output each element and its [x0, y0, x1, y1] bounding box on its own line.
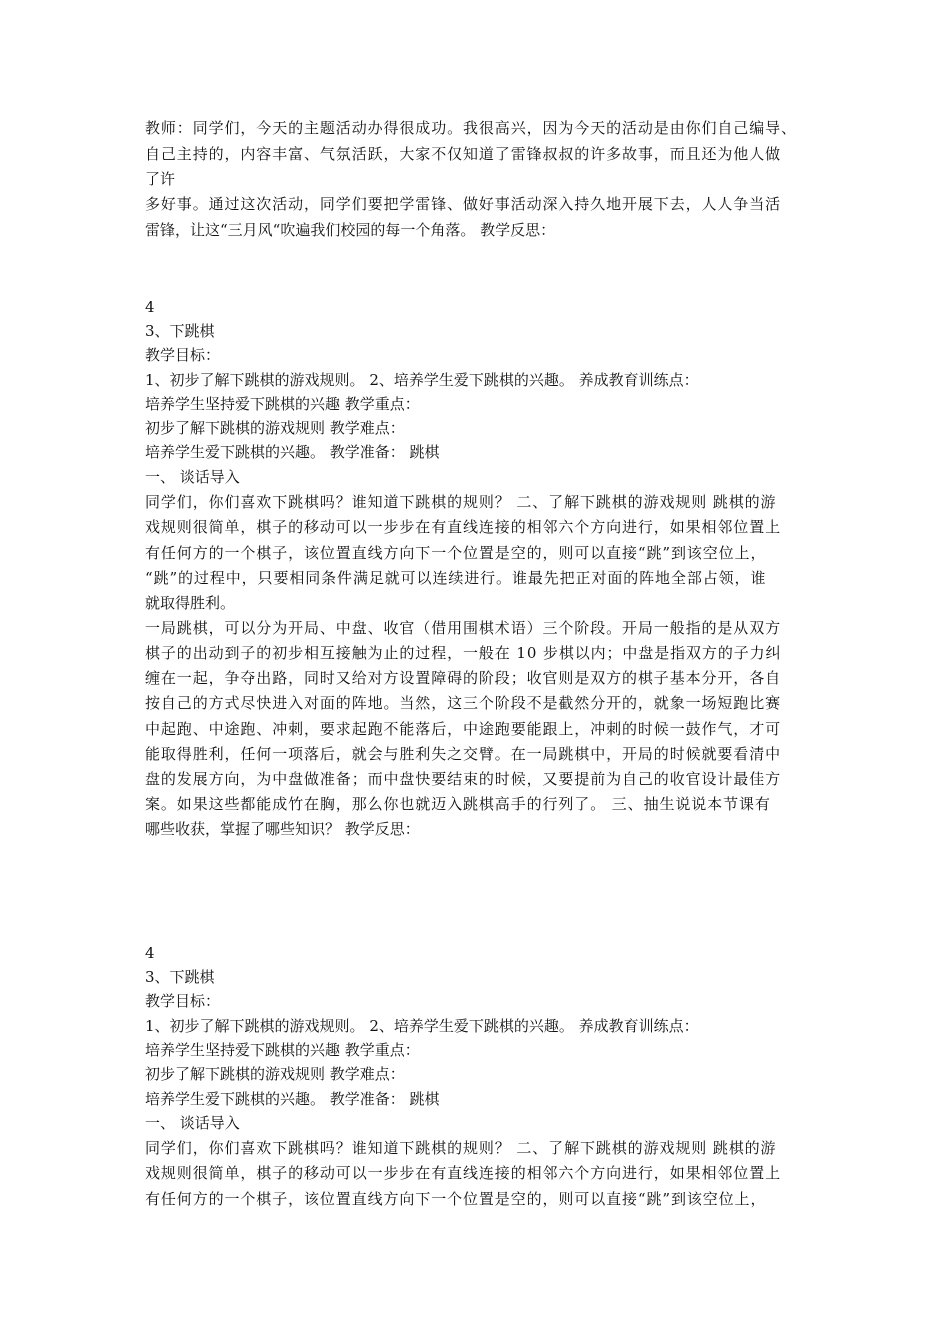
text-line: 中起跑、中途跑、冲刺，要求起跑不能落后，中途跑要能跟上，冲刺的时候一鼓作气，才可	[145, 720, 782, 738]
text-line: 案。如果这些都能成竹在胸，那么你也就迈入跳棋高手的行列了。 三、抽生说说本节课有	[145, 795, 771, 813]
text-line: 教师：同学们，今天的主题活动办得很成功。我很高兴，因为今天的活动是由你们自己编导、	[145, 119, 797, 137]
page-number: 4	[145, 298, 155, 316]
text-line: 缠在一起，争夺出路，同时又给对方设置障碍的阶段；收官则是双方的棋子基本分开，各自	[145, 669, 782, 687]
text-line: 了许	[145, 170, 176, 188]
text-line: 哪些收获，掌握了哪些知识？ 教学反思：	[145, 820, 420, 838]
text-line: “跳”的过程中，只要相同条件满足就可以连续进行。谁最先把正对面的阵地全部占领，谁	[145, 569, 767, 587]
text-line: 同学们，你们喜欢下跳棋吗？谁知道下跳棋的规则？ 二、了解下跳棋的游戏规则 跳棋的游	[145, 493, 777, 511]
text-line: 棋子的出动到子的初步相互接触为止的过程，一般在 10 步棋以内；中盘是指双方的子力纠	[145, 644, 782, 662]
text-line: 有任何方的一个棋子，该位置直线方向下一个位置是空的，则可以直接“跳”到该空位上，	[145, 1190, 767, 1208]
text-line: 初步了解下跳棋的游戏规则 教学难点：	[145, 1065, 405, 1083]
text-line: 一局跳棋，可以分为开局、中盘、收官（借用围棋术语）三个阶段。开局一般指的是从双方	[145, 619, 782, 637]
section-title: 3、下跳棋	[145, 322, 215, 340]
text-line: 1、初步了解下跳棋的游戏规则。 2、培养学生爱下跳棋的兴趣。 养成教育训练点：	[145, 371, 699, 389]
section-title: 3、下跳棋	[145, 968, 215, 986]
text-line: 盘的发展方向，为中盘做准备；而中盘快要结束的时候，又要提前为自己的收官设计最佳方	[145, 770, 782, 788]
text-line: 自己主持的，内容丰富、气氛活跃，大家不仅知道了雷锋叔叔的许多故事，而且还为他人做	[145, 145, 782, 163]
text-line: 1、初步了解下跳棋的游戏规则。 2、培养学生爱下跳棋的兴趣。 养成教育训练点：	[145, 1017, 699, 1035]
text-line: 培养学生爱下跳棋的兴趣。 教学准备： 跳棋	[145, 443, 440, 461]
text-line: 教学目标：	[145, 992, 221, 1010]
text-line: 雷锋，让这“三月风“吹遍我们校园的每一个角落。 教学反思：	[145, 221, 556, 239]
text-line: 同学们，你们喜欢下跳棋吗？谁知道下跳棋的规则？ 二、了解下跳棋的游戏规则 跳棋的游	[145, 1139, 777, 1157]
text-line: 培养学生坚持爱下跳棋的兴趣 教学重点：	[145, 1041, 420, 1059]
page-number: 4	[145, 944, 155, 962]
text-line: 一、 谈话导入	[145, 468, 240, 486]
text-line: 初步了解下跳棋的游戏规则 教学难点：	[145, 419, 405, 437]
text-line: 戏规则很简单，棋子的移动可以一步步在有直线连接的相邻六个方向进行，如果相邻位置上	[145, 1164, 782, 1182]
text-line: 就取得胜利。	[145, 594, 236, 612]
text-line: 戏规则很简单，棋子的移动可以一步步在有直线连接的相邻六个方向进行，如果相邻位置上	[145, 518, 782, 536]
text-line: 一、 谈话导入	[145, 1114, 240, 1132]
text-line: 教学目标：	[145, 346, 221, 364]
text-line: 能取得胜利，任何一项落后，就会与胜利失之交臂。在一局跳棋中，开局的时候就要看清中	[145, 745, 782, 763]
text-line: 按自己的方式尽快进入对面的阵地。当然，这三个阶段不是截然分开的，就象一场短跑比赛	[145, 694, 782, 712]
text-line: 有任何方的一个棋子，该位置直线方向下一个位置是空的，则可以直接“跳”到该空位上，	[145, 544, 767, 562]
text-line: 培养学生爱下跳棋的兴趣。 教学准备： 跳棋	[145, 1090, 440, 1108]
text-line: 培养学生坚持爱下跳棋的兴趣 教学重点：	[145, 395, 420, 413]
text-line: 多好事。通过这次活动，同学们要把学雷锋、做好事活动深入持久地开展下去，人人争当活	[145, 195, 782, 213]
